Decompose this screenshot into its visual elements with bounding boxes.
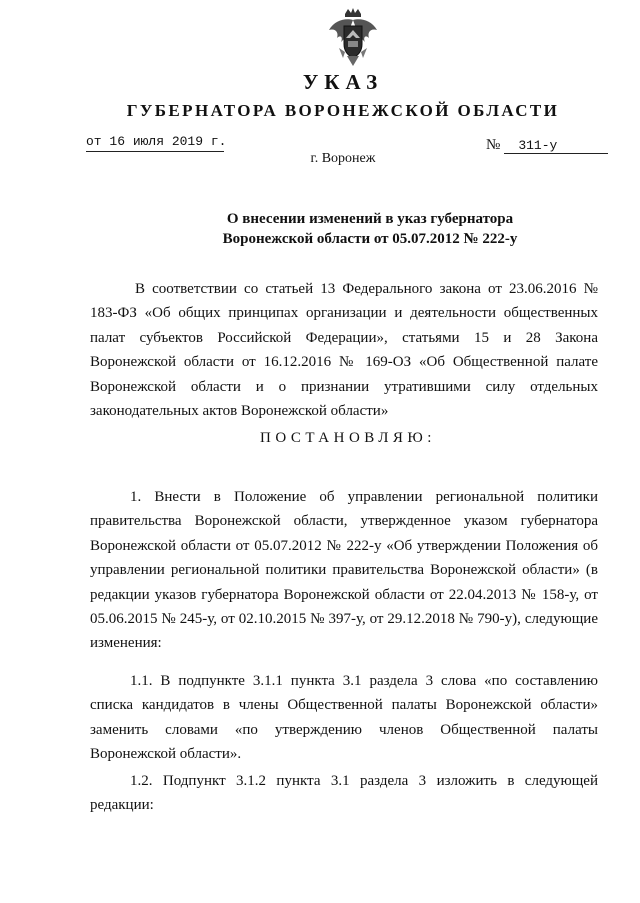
issuer-title: ГУБЕРНАТОРА ВОРОНЕЖСКОЙ ОБЛАСТИ [126,101,560,120]
item-1-1-paragraph: 1.1. В подпункте 3.1.1 пункта 3.1 раздела 3 слова «по составлению списка кандидатов в члены Общественной палаты Воронежской области» заменить словами «по утверждению членов Общественной палаты Воронежской области». [90,673,598,763]
coat-of-arms-icon [327,8,379,68]
item-1-2-paragraph: 1.2. Подпункт 3.1.2 пункта 3.1 раздела 3 изложить в следующей редакции: [90,773,598,814]
city: г. Воронеж [310,151,376,166]
date-prefix: от [86,134,102,149]
document-heading [150,209,590,249]
decree-word: ПОСТАНОВЛЯЮ: [260,430,436,446]
item-1-paragraph: 1. Внести в Положение об управлении региональной политики правительства Воронежской области, утвержденное указом губернатора Воронежской области от 05.07.2012 № 222-у «Об утверждении Положения об управлении региональной политики правительства Воронежской области» (в редакции указов губернатора Воронежской области от 22.04.2013 № 158-у, от 05.06.2015 № 245-у, от 02.10.2015 № 397-у, от 29.12.2018 № 790-у), следующие изменения: [90,489,598,652]
number-value: 311-у [504,138,608,154]
heading-line-2: Воронежской области от 05.07.2012 № 222-у [222,231,518,247]
number-sign: № [486,137,501,153]
date-value: 16 июля 2019 г. [109,134,227,149]
heading-line-1: О внесении изменений в указ губернатора [226,211,514,227]
intro-paragraph: В соответствии со статьей 13 Федерального закона от 23.06.2016 № 183-ФЗ «Об общих принципах организации и деятельности общественных палат субъектов Российской Федерации», статьями 15 и 28 Закона Воронежской области от 16.12.2016 № 169-ОЗ «Об Общественной палате Воронежской области и о признании утратившими силу отдельных законодательных актов Воронежской области» [90,281,598,420]
date-field [86,134,227,152]
document-title: УКАЗ [302,70,384,94]
